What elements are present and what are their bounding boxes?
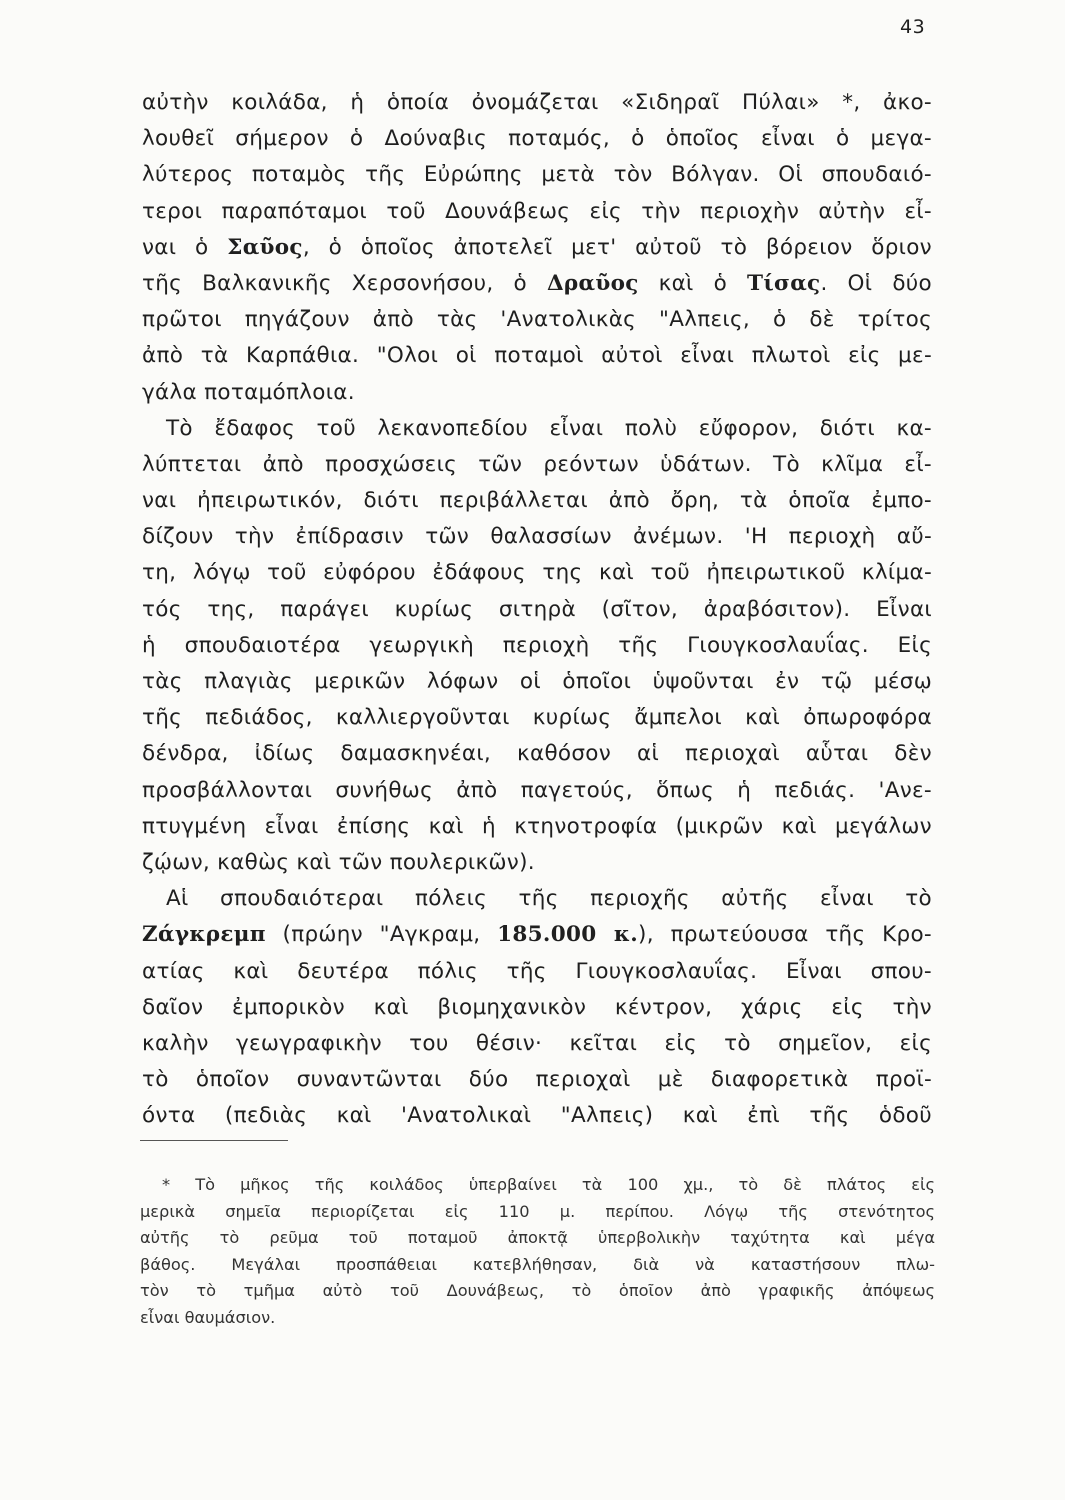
text-segment: καὶ ὁ bbox=[638, 270, 748, 296]
text-line bbox=[142, 302, 932, 338]
text-segment: ναι ἠπειρωτικόν, διότι περιβάλλεται ἀπὸ ὄρη, τὰ ὁποῖα ἐμπο- bbox=[142, 488, 932, 514]
footnote-divider bbox=[140, 1140, 288, 1141]
text-line bbox=[142, 990, 932, 1026]
text-line bbox=[142, 375, 932, 411]
text-segment: γάλα ποταμόπλοια. bbox=[142, 379, 355, 405]
text-segment: ζῴων, καθὼς καὶ τῶν πουλερικῶν). bbox=[142, 849, 535, 875]
text-segment: δαῖον ἐμπορικὸν καὶ βιομηχανικὸν κέντρον, χάρις εἰς τὴν bbox=[142, 994, 932, 1020]
text-line bbox=[142, 483, 932, 519]
text-line bbox=[142, 954, 932, 990]
text-segment: πρῶτοι πηγάζουν ἀπὸ τὰς 'Ανατολικὰς "Αλπεις, ὁ δὲ τρίτος bbox=[142, 307, 932, 333]
text-line bbox=[142, 1098, 932, 1134]
text-line bbox=[142, 773, 932, 809]
footnote-line: αὐτῆς τὸ ρεῦμα τοῦ ποταμοῦ ἀποκτᾷ ὑπερβολικὴν ταχύτητα καὶ μέγα bbox=[140, 1228, 935, 1247]
text-segment: λουθεῖ σήμερον ὁ Δούναβις ποταμός, ὁ ὁποῖος εἶναι ὁ μεγα- bbox=[142, 126, 932, 152]
text-segment: πτυγμένη εἶναι ἐπίσης καὶ ἡ κτηνοτροφία (μικρῶν καὶ μεγάλων bbox=[142, 813, 932, 839]
text-line bbox=[142, 881, 932, 917]
text-segment: ), πρωτεύουσα τῆς Κρο- bbox=[638, 922, 932, 948]
text-line bbox=[142, 700, 932, 736]
text-segment: τη, λόγῳ τοῦ εὐφόρου ἐδάφους της καὶ τοῦ ἠπειρωτικοῦ κλίμα- bbox=[142, 560, 932, 586]
text-segment: ατίας καὶ δευτέρα πόλις τῆς Γιουγκοσλαυΐας. Εἶναι σπου- bbox=[142, 958, 932, 984]
footnote-line: εἶναι θαυμάσιον. bbox=[140, 1307, 276, 1327]
text-line bbox=[142, 664, 932, 700]
text-segment: τὰς πλαγιὰς μερικῶν λόφων οἱ ὁποῖοι ὑψοῦνται ἐν τῷ μέσῳ bbox=[142, 669, 932, 694]
footnote-line: μερικὰ σημεῖα περιορίζεται εἰς 110 μ. περίπου. Λόγῳ τῆς στενότητος bbox=[140, 1201, 935, 1221]
text-segment: τεροι παραπόταμοι τοῦ Δουνάβεως εἰς τὴν περιοχὴν αὐτὴν εἶ- bbox=[142, 198, 932, 224]
footnote bbox=[140, 1172, 935, 1331]
text-segment: (πρώην "Αγκραμ, bbox=[265, 922, 498, 948]
bold-term: Ζάγκρεμπ bbox=[142, 922, 266, 948]
body-text bbox=[142, 85, 932, 1134]
text-line bbox=[142, 338, 932, 374]
text-segment: , ὁ ὁποῖος ἀποτελεῖ μετ' αὐτοῦ τὸ βόρειον ὅριον bbox=[302, 234, 932, 260]
footnote-line: * Τὸ μῆκος τῆς κοιλάδος ὑπερβαίνει τὰ 100 χμ., τὸ δὲ πλάτος εἰς bbox=[162, 1175, 935, 1194]
text-segment: δένδρα, ἰδίως δαμασκηνέαι, καθόσον αἱ περιοχαὶ αὗται δὲν bbox=[142, 741, 932, 767]
footnote-line: βάθος. Μεγάλαι προσπάθειαι κατεβλήθησαν, διὰ νὰ καταστήσουν πλω- bbox=[140, 1254, 935, 1274]
text-segment: ἀπὸ τὰ Καρπάθια. "Ολοι οἱ ποταμοὶ αὐτοὶ εἶναι πλωτοὶ εἰς με- bbox=[142, 343, 932, 369]
text-line bbox=[142, 121, 932, 157]
text-segment: ἡ σπουδαιοτέρα γεωργικὴ περιοχὴ τῆς Γιουγκοσλαυΐας. Εἰς bbox=[142, 632, 932, 658]
text-line bbox=[142, 194, 932, 230]
text-line bbox=[142, 85, 932, 121]
text-segment: Τὸ ἔδαφος τοῦ λεκανοπεδίου εἶναι πολὺ εὔφορον, διότι κα- bbox=[166, 415, 932, 441]
footnote-line: τὸν τὸ τμῆμα αὐτὸ τοῦ Δουνάβεως, τὸ ὁποῖον ἀπὸ γραφικῆς ἀπόψεως bbox=[140, 1281, 935, 1300]
bold-term: Τίσας bbox=[747, 270, 821, 296]
text-segment: ναι ὁ bbox=[142, 234, 228, 260]
text-segment: τῆς πεδιάδος, καλλιεργοῦνται κυρίως ἄμπελοι καὶ ὀπωροφόρα bbox=[142, 705, 932, 731]
text-segment: τός της, παράγει κυρίως σιτηρὰ (σῖτον, ἀραβόσιτον). Εἶναι bbox=[142, 596, 932, 622]
text-segment: όντα (πεδιὰς καὶ 'Ανατολικαὶ "Αλπεις) καὶ ἐπὶ τῆς ὁδοῦ bbox=[142, 1103, 932, 1129]
text-segment: προσβάλλονται συνήθως ἀπὸ παγετούς, ὅπως ἡ πεδιάς. 'Ανε- bbox=[142, 777, 932, 803]
text-line bbox=[142, 736, 932, 772]
text-line bbox=[142, 592, 932, 628]
text-line bbox=[142, 628, 932, 664]
text-line bbox=[142, 917, 932, 953]
text-segment: . Οἱ δύο bbox=[820, 270, 932, 296]
text-segment: Αἱ σπουδαιότεραι πόλεις τῆς περιοχῆς αὐτῆς εἶναι τὸ bbox=[166, 886, 932, 912]
text-segment: δίζουν τὴν ἐπίδρασιν τῶν θαλασσίων ἀνέμων. 'Η περιοχὴ αὔ- bbox=[142, 524, 932, 550]
bold-term: Δραῦος bbox=[546, 270, 639, 296]
text-line bbox=[142, 1062, 932, 1098]
text-segment: καλὴν γεωγραφικὴν του θέσιν· κεῖται εἰς τὸ σημεῖον, εἰς bbox=[142, 1030, 932, 1056]
text-segment: τῆς Βαλκανικῆς Χερσονήσου, ὁ bbox=[142, 270, 547, 296]
bold-term: 185.000 κ. bbox=[497, 922, 639, 948]
text-line bbox=[142, 230, 932, 266]
text-line bbox=[142, 845, 932, 881]
text-line bbox=[142, 411, 932, 447]
text-line bbox=[142, 1026, 932, 1062]
text-segment: τὸ ὁποῖον συναντῶνται δύο περιοχαὶ μὲ διαφορετικὰ προϊ- bbox=[142, 1067, 932, 1093]
text-line bbox=[142, 519, 932, 555]
text-segment: λύτερος ποταμὸς τῆς Εὐρώπης μετὰ τὸν Βόλγαν. Οἱ σπουδαιό- bbox=[142, 162, 932, 188]
text-line bbox=[142, 447, 932, 483]
text-line bbox=[142, 555, 932, 591]
text-segment: λύπτεται ἀπὸ προσχώσεις τῶν ρεόντων ὑδάτων. Τὸ κλῖμα εἶ- bbox=[142, 451, 932, 477]
page-number: 43 bbox=[900, 16, 926, 38]
bold-term: Σαῦος bbox=[227, 234, 303, 260]
text-segment: αὐτὴν κοιλάδα, ἡ ὁποία ὀνομάζεται «Σιδηραῖ Πύλαι» *, ἀκο- bbox=[142, 90, 932, 115]
text-line bbox=[142, 266, 932, 302]
text-line bbox=[142, 157, 932, 193]
text-line bbox=[142, 809, 932, 845]
